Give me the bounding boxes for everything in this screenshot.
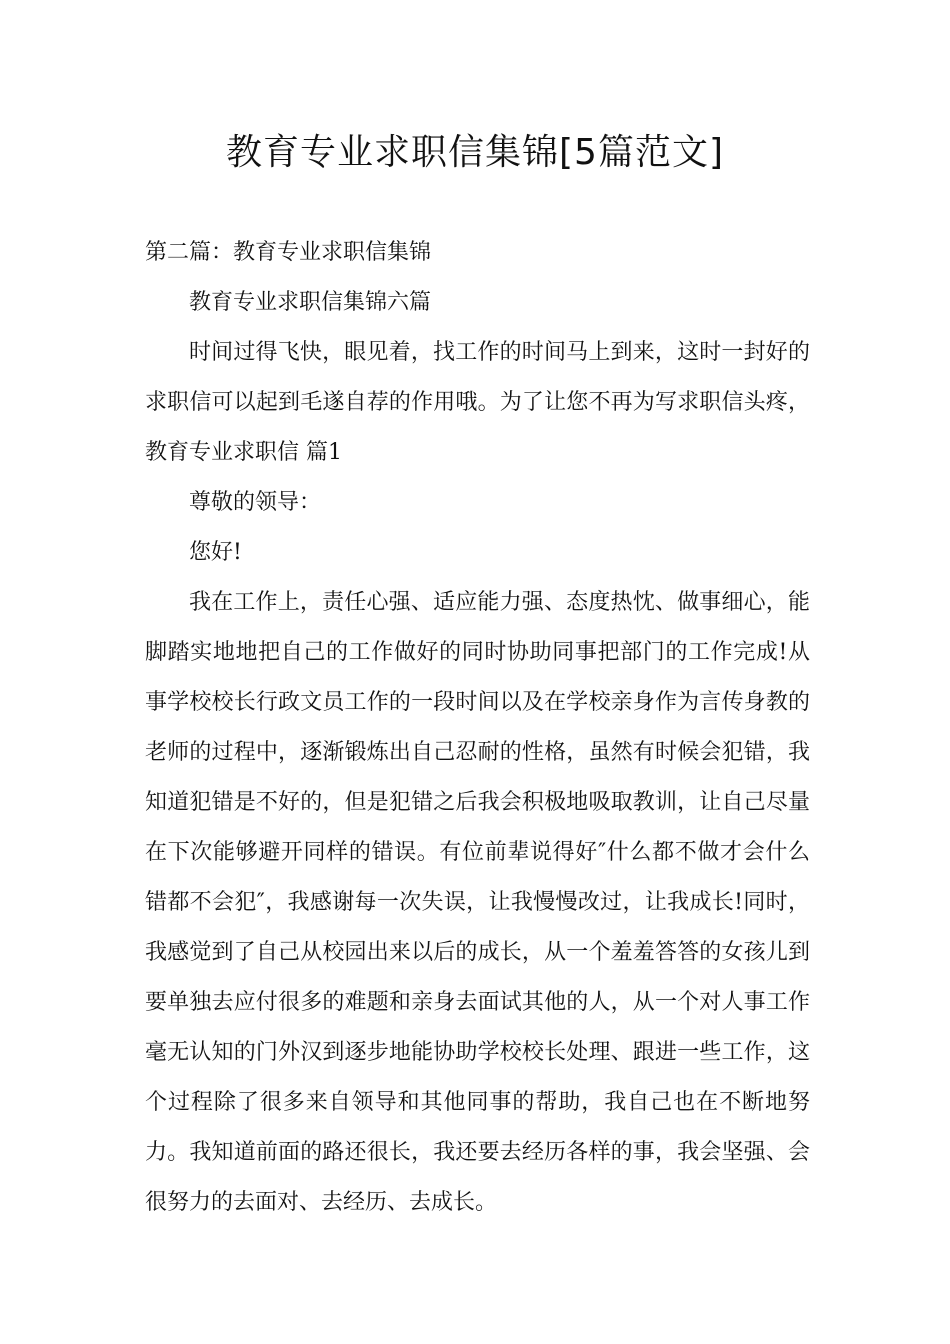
intro-paragraph: 时间过得飞快，眼见着，找工作的时间马上到来，这时一封好的求职信可以起到毛遂自荐的作用哦。为了让您不再为写求职信头疼，教育专业求职信 篇1 <box>145 340 810 465</box>
body-paragraph: 我在工作上，责任心强、适应能力强、态度热忱、做事细心，能脚踏实地地把自己的工作做好的同时协助同事把部门的工作完成!从事学校校长行政文员工作的一段时间以及在学校亲身作为言传身教的老师的过程中，逐渐锻炼出自己忍耐的性格，虽然有时候会犯错，我知道犯错是不好的，但是犯错之后我会积极地吸取教训，让自己尽量在下次能够避开同样的错误。有位前辈说得好″什么都不做才会什么错都不会犯″，我感谢每一次失误，让我慢慢改过，让我成长!同时，我感觉到了自己从校园出来以后的成长，从一个羞羞答答的女孩儿到要单独去应付很多的难题和亲身去面试其他的人，从一个对人事工作毫无认知的门外汉到逐步地能协助学校校长处理、跟进一些工作，这个过程除了很多来自领导和其他同事的帮助，我自己也在不断地努力。我知道前面的路还很长，我还要去经历各样的事，我会坚强、会很努力的去面对、去经历、去成长。 <box>145 590 810 1215</box>
section-heading: 第二篇：教育专业求职信集锦 <box>145 240 432 265</box>
document-body <box>145 228 810 1228</box>
subtitle-paragraph: 教育专业求职信集锦六篇 <box>189 290 432 315</box>
greeting: 您好! <box>189 540 242 565</box>
document-title: 教育专业求职信集锦[5篇范文] <box>226 132 724 173</box>
salutation: 尊敬的领导： <box>189 490 322 515</box>
